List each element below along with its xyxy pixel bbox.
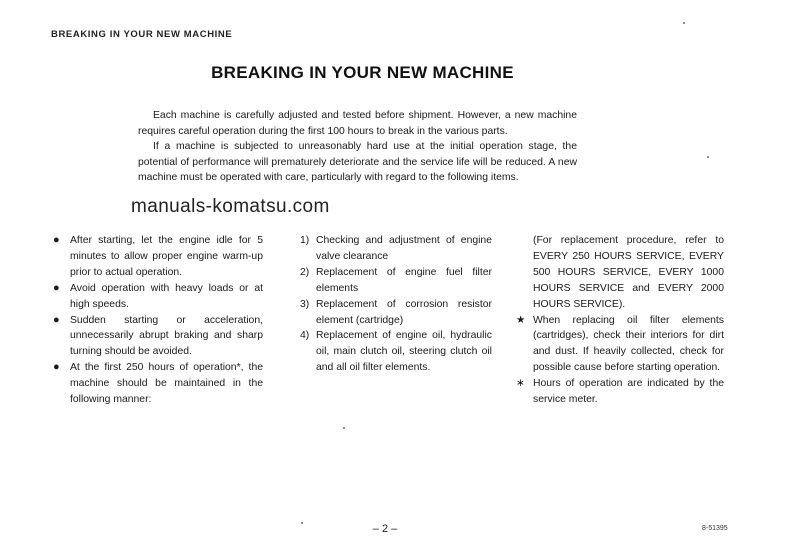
intro-paragraph-2: If a machine is subjected to unreasonably hard use at the initial operation stage, the potential of performance will prematurely deteriorate and the service life will be reduced. A new machine must be operated with care, particularly with regard to the following items. xyxy=(138,141,577,184)
bullet-icon: ● xyxy=(53,281,60,294)
page-number: – 2 – xyxy=(372,523,398,535)
notes-column xyxy=(516,233,724,408)
scan-speck xyxy=(301,522,303,524)
running-header: BREAKING IN YOUR NEW MACHINE xyxy=(51,29,233,40)
list-item-text: Avoid operation with heavy loads or at high speeds. xyxy=(70,282,263,310)
intro-paragraph-1: Each machine is carefully adjusted and tested before shipment. However, a new machine requires careful operation during the first 100 hours to break in the various parts. xyxy=(138,110,577,137)
list-item-text: At the first 250 hours of operation*, the machine should be maintained in the following manner: xyxy=(70,362,263,406)
list-item-text: Replacement of corrosion resistor element (cartridge) xyxy=(316,298,492,326)
list-item-text: Checking and adjustment of engine valve clearance xyxy=(316,235,492,262)
list-item xyxy=(300,233,492,265)
intro-text xyxy=(138,108,577,186)
document-code: 8-51395 xyxy=(702,525,728,532)
page-title: BREAKING IN YOUR NEW MACHINE xyxy=(211,63,514,82)
scan-speck xyxy=(343,427,345,429)
list-item-text: Sudden starting or acceleration, unnecessarily abrupt braking and sharp turning should be avoided. xyxy=(70,314,263,358)
maintenance-steps-column xyxy=(300,233,492,376)
watermark: manuals-komatsu.com xyxy=(131,196,330,217)
list-item xyxy=(53,360,263,408)
list-item xyxy=(300,328,492,376)
list-item xyxy=(53,313,263,361)
list-item-text: After starting, let the engine idle for 5 minutes to allow proper engine warm-up prior to actual operation. xyxy=(70,235,263,278)
asterisk-icon: ∗ xyxy=(516,378,525,390)
bullet-icon: ● xyxy=(53,313,60,326)
list-item-text: Replacement of engine fuel filter elements xyxy=(316,266,492,294)
star-icon: ★ xyxy=(516,314,526,326)
precautions-column xyxy=(53,233,263,408)
list-item-text: Replacement of engine oil, hydraulic oil, main clutch oil, steering clutch oil and all oil filter elements. xyxy=(316,330,492,374)
note-item xyxy=(516,313,724,377)
list-item xyxy=(300,297,492,329)
bullet-icon: ● xyxy=(53,234,60,246)
note-text: When replacing oil filter elements (cartridges), check their interiors for dirt and dust. If heavily collected, check for possible cause before starting operation. xyxy=(533,314,724,374)
item-number: 1) xyxy=(300,235,310,246)
list-item xyxy=(53,233,263,281)
scan-speck xyxy=(707,156,709,158)
item-number: 3) xyxy=(300,298,310,310)
bullet-icon: ● xyxy=(53,361,60,374)
scan-speck xyxy=(683,22,685,24)
service-reference-text: (For replacement procedure, refer to EVERY 250 HOURS SERVICE, EVERY 500 HOURS SERVICE, EVERY 1000 HOURS SERVICE and EVERY 2000 HOURS SERVICE). xyxy=(533,235,724,310)
list-item xyxy=(53,281,263,313)
note-text: Hours of operation are indicated by the service meter. xyxy=(533,378,724,406)
item-number: 4) xyxy=(300,330,310,342)
item-number: 2) xyxy=(300,266,310,278)
note-item xyxy=(516,376,724,408)
list-item xyxy=(300,265,492,297)
